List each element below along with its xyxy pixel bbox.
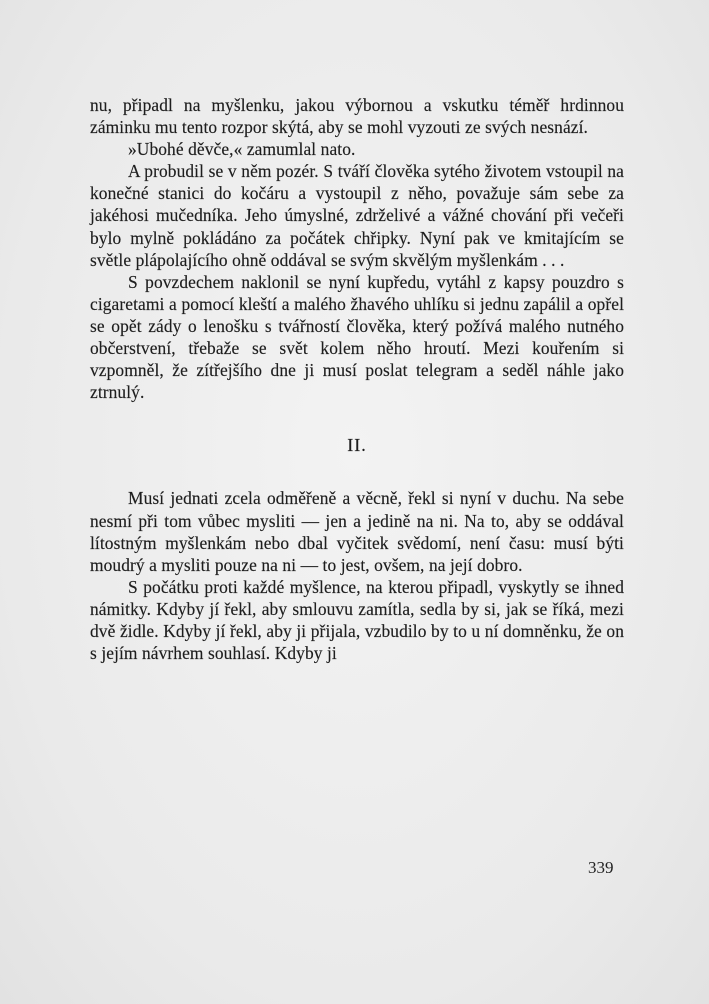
page-number: 339 (588, 858, 614, 877)
section-heading: II. (347, 435, 367, 456)
paragraph: Musí jednati zcela odměřeně a věcně, řekl si nyní v duchu. Na sebe nesmí při tom vůbec mysliti — jen a jedině na ni. Na to, aby se oddával lítostným myšlenkám nebo dbal vyčitek svědomí, není času: musí býti moudrý a mysliti pouze na ni — to jest, ovšem, na její dobro. (90, 488, 624, 575)
paragraph: S počátku proti každé myšlence, na kterou připadl, vyskytly se ihned námitky. Kdyby jí řekl, aby smlouvu zamítla, sedla by si, jak se říká, mezi dvě židle. Kdyby jí řekl, aby ji přijala, vzbudilo by to u ní domněnku, že on s jejím návrhem souhlasí. Kdyby ji (90, 576, 624, 664)
body-text (90, 94, 624, 664)
paragraph: »Ubohé děvče,« zamumlal nato. (128, 139, 356, 160)
paragraph-continuation: nu, připadl na myšlenku, jakou výbornou a vskutku téměř hrdinnou záminku mu tento rozpor skýtá, aby se mohl vyzouti ze svých nesnází. (90, 95, 624, 138)
paragraph: S povzdechem naklonil se nyní kupředu, vytáhl z kapsy pouzdro s cigaretami a pomocí kleští a malého žhavého uhlíku si jednu zapálil a opřel se opět zády o lenošku s tvářností člověka, který požívá malého nutného občerstvení, třebaže se svět kolem něho hroutí. Mezi kouřením si vzpomněl, že zítřejšího dne ji musí poslat telegram a seděl náhle jako ztrnulý. (90, 271, 624, 403)
paragraph: A probudil se v něm pozér. S tváří člověka sytého životem vstoupil na konečné stanici do kočáru a vystoupil z něho, považuje sám sebe za jakéhosi mučedníka. Jeho úmyslné, zdrželivé a vážné chování při večeři bylo mylně pokládáno za počátek chřipky. Nyní pak ve kmitajícím se světle plápolajícího ohně oddával se svým skvělým myšlenkám . . . (90, 161, 624, 270)
